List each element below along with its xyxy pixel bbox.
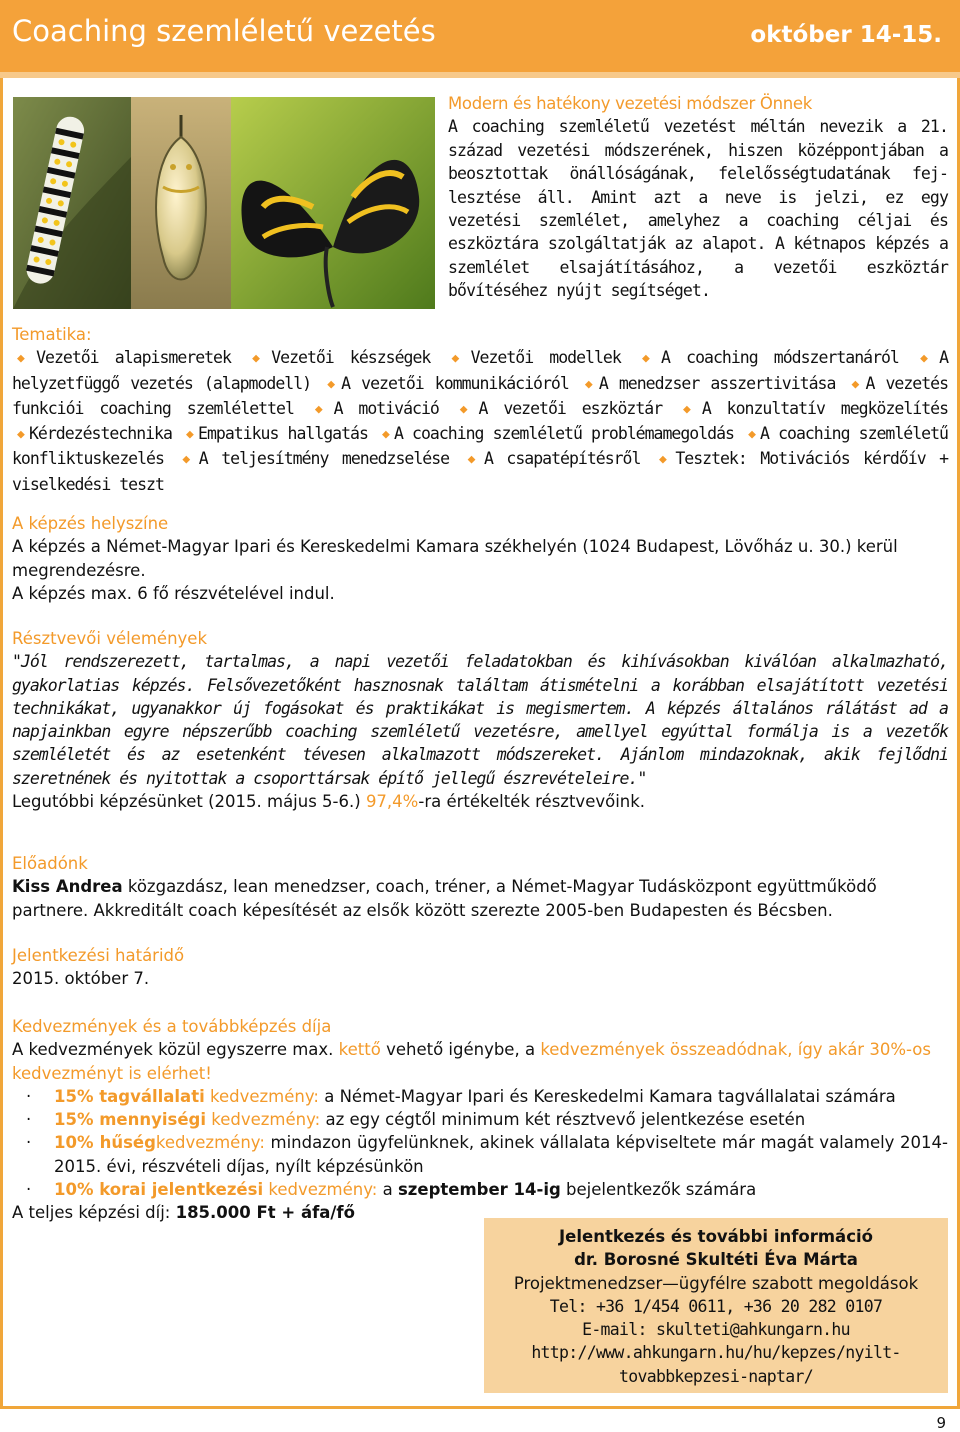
page-number: 9 bbox=[936, 1414, 946, 1432]
diamond-bullet-icon: ◆ bbox=[748, 427, 756, 443]
venue-text: A képzés a Német-Magyar Ipari és Kereskedelmi Kamara székhelyén (1024 Budapest, Lövőház u. 30.) kerül megrendezésre. bbox=[12, 537, 898, 580]
rating-value: 97,4% bbox=[365, 792, 419, 812]
discount-label: kedvezmény: bbox=[155, 1133, 265, 1153]
contact-email[interactable]: E-mail: skulteti@ahkungarn.hu bbox=[582, 1320, 850, 1340]
discount-label: kedvezmény: bbox=[204, 1086, 319, 1106]
discount-text: a bbox=[377, 1180, 398, 1200]
tematika-item: Vezetői alapismeretek bbox=[36, 348, 231, 368]
discounts-intro bbox=[12, 1038, 948, 1085]
rating-line bbox=[12, 790, 948, 813]
tematika-item: A teljesítmény menedzselése bbox=[198, 449, 450, 469]
discounts-combine: kedvezmények összeadódnak, így akár 30%-os kedvezményt is elérhet! bbox=[12, 1040, 931, 1083]
intro-block bbox=[448, 92, 948, 303]
tematika-item: A vezetői eszköztár bbox=[478, 398, 663, 418]
diamond-bullet-icon: ◆ bbox=[683, 401, 697, 417]
diamond-bullet-icon: ◆ bbox=[182, 452, 194, 468]
contact-title: Jelentkezés és további információ bbox=[559, 1227, 873, 1246]
discount-percent: 10% hűség bbox=[54, 1133, 156, 1153]
discount-item bbox=[12, 1108, 948, 1131]
diamond-bullet-icon: ◆ bbox=[658, 452, 671, 468]
speaker-section bbox=[12, 852, 948, 922]
contact-url-line-2[interactable]: tovabbkepzesi-naptar/ bbox=[619, 1366, 813, 1386]
tematika-item: Vezetői modellek bbox=[470, 348, 621, 368]
intro-body: A coaching szemléletű vezetést méltán nevezik a 21. század vezetési módszerének, hiszen középpontjában a beosztottak önállóságának, felelősségtudatának fej-lesztése áll. Amint azt a neve is jelzi, ez egy vezetési szemlélet, amelyhez a coaching céljai és eszköztára szolgáltatják az alapot. A kétnapos képzés a szemlélet elsajátításához, a vezetői eszköztár bővítéséhez nyújt segítséget. bbox=[448, 117, 948, 301]
contact-phone: Tel: +36 1/454 0611, +36 20 282 0107 bbox=[549, 1296, 883, 1316]
header-banner bbox=[0, 0, 960, 78]
tematika-item: A coaching szemléletű konfliktuskezelés bbox=[12, 424, 948, 469]
contact-url[interactable] bbox=[484, 1341, 948, 1388]
speaker-bio: közgazdász, lean menedzser, coach, tréner, a Német-Magyar Tudásközpont együttműködő partnere. Akkreditált coach képesítését az elsők között szerezte 2005-ben Budapesten és Bécsben. bbox=[12, 877, 877, 920]
tematika-item: A konzultatív megközelítés bbox=[701, 398, 949, 418]
diamond-bullet-icon: ◆ bbox=[382, 427, 389, 443]
discount-text: a Német-Magyar Ipari és Kereskedelmi Kamara tagvállalatai számára bbox=[318, 1086, 896, 1106]
tematika-item: Tesztek: Motivációs kérdőív + viselkedési teszt bbox=[12, 449, 949, 494]
discount-text-end: bejelentkezők számára bbox=[560, 1180, 757, 1200]
tematika-list bbox=[12, 346, 948, 496]
discount-item bbox=[12, 1085, 948, 1108]
speaker-name: Kiss Andrea bbox=[12, 877, 123, 897]
page-title: Coaching szemléletű vezetés bbox=[12, 14, 436, 48]
diamond-bullet-icon: ◆ bbox=[451, 351, 466, 367]
deadline-heading: Jelentkezési határidő bbox=[12, 946, 185, 965]
tematika-item: A helyzetfüggő vezetés (alapmodell) bbox=[12, 348, 949, 393]
tematika-item: A vezetői kommunikációról bbox=[341, 373, 569, 393]
discounts-intro-text: A kedvezmények közül egyszerre max. bbox=[12, 1040, 339, 1060]
fee-label: A teljes képzési díj: bbox=[12, 1203, 176, 1223]
discounts-section bbox=[12, 1015, 948, 1225]
speaker-heading: Előadónk bbox=[12, 854, 88, 873]
diamond-bullet-icon: ◆ bbox=[851, 376, 861, 392]
intro-heading: Modern és hatékony vezetési módszer Önnek bbox=[448, 94, 813, 113]
diamond-bullet-icon: ◆ bbox=[920, 351, 935, 367]
discount-item bbox=[12, 1131, 948, 1178]
speaker-bio-block bbox=[12, 875, 948, 922]
fee-value: 185.000 Ft + áfa/fő bbox=[175, 1203, 355, 1223]
discount-label: kedvezmény: bbox=[206, 1110, 321, 1130]
tematika-item: Vezetői készségek bbox=[271, 348, 431, 368]
contact-name: dr. Borosné Skultéti Éva Márta bbox=[574, 1250, 858, 1270]
discounts-max: kettő bbox=[338, 1040, 381, 1060]
contact-url-line-1[interactable]: http://www.ahkungarn.hu/hu/kepzes/nyilt- bbox=[531, 1343, 901, 1363]
reviews-section bbox=[12, 627, 948, 813]
tematika-item: Empatikus hallgatás bbox=[198, 424, 368, 444]
contact-box bbox=[484, 1218, 948, 1393]
diamond-bullet-icon: ◆ bbox=[314, 401, 329, 417]
tematika-section bbox=[12, 323, 948, 496]
venue-section bbox=[12, 512, 948, 605]
discount-text: mindazon ügyfelünknek, akinek vállalata képviseltete már magát valamely 2014-2015. évi, részvételi díjas, nyílt képzésünkön bbox=[54, 1133, 948, 1176]
deadline-section bbox=[12, 944, 948, 991]
tematika-item: A csapatépítésről bbox=[484, 449, 641, 469]
tematika-item: A coaching módszertanáról bbox=[661, 348, 899, 368]
diamond-bullet-icon: ◆ bbox=[467, 452, 479, 468]
diamond-bullet-icon: ◆ bbox=[252, 351, 267, 367]
venue-capacity: A képzés max. 6 fő részvételével indul. bbox=[12, 583, 335, 603]
discount-deadline: szeptember 14-ig bbox=[397, 1180, 561, 1200]
event-date: október 14-15. bbox=[750, 22, 942, 48]
bullet-icon: · bbox=[26, 1110, 32, 1130]
diamond-bullet-icon: ◆ bbox=[17, 351, 32, 367]
diamond-bullet-icon: ◆ bbox=[584, 376, 594, 392]
tematika-item: A vezetés funkciói coaching szemlélettel bbox=[12, 373, 948, 418]
discount-text: az egy cégtől minimum két résztvevő jelentkezése esetén bbox=[320, 1110, 806, 1130]
diamond-bullet-icon: ◆ bbox=[17, 427, 24, 443]
metamorphosis-photo bbox=[13, 97, 435, 309]
bullet-icon: · bbox=[26, 1133, 32, 1153]
rating-text-end: -ra értékelték résztvevőink. bbox=[418, 792, 646, 812]
diamond-bullet-icon: ◆ bbox=[186, 427, 194, 443]
discount-label: kedvezmény: bbox=[263, 1180, 378, 1200]
discount-percent: 10% korai jelentkezési bbox=[54, 1180, 264, 1200]
discount-percent: 15% tagvállalati bbox=[54, 1086, 205, 1106]
bullet-icon: · bbox=[26, 1086, 32, 1106]
venue-heading: A képzés helyszíne bbox=[12, 514, 169, 533]
review-quote: "Jól rendszerezett, tartalmas, a napi vezetői feladatokban és kihívásokban kiválóan alkalmazható, gyakorlatias képzés. Felsővezetőként hasznosnak találtam átismételni a korábban elsajátított vezetési technikákat, ugyanakkor új fogásokat és praktikákat is megismertem. A képzés általános rálátást ad a napjainkban egyre népszerűbb coaching szemléletű vezetésre, amellyel egyúttal formálja is a vezetők szemléletét és az esetenként tévesen alkalmazott módszereket. Ajánlom mindazoknak, akik fejlődni szeretnének és nyitottak a csoporttársak építő jellegű észrevételeire." bbox=[12, 652, 948, 788]
tematika-item: Kérdezéstechnika bbox=[28, 424, 172, 444]
rating-text: Legutóbbi képzésünket (2015. május 5-6.) bbox=[12, 792, 366, 812]
tematika-item: A motiváció bbox=[333, 398, 439, 418]
discount-percent: 15% mennyiségi bbox=[54, 1110, 207, 1130]
tematika-item: A coaching szemléletű problémamegoldás bbox=[394, 424, 734, 444]
deadline-date: 2015. október 7. bbox=[12, 969, 150, 989]
diamond-bullet-icon: ◆ bbox=[641, 351, 657, 367]
tematika-item: A menedzser asszertivitása bbox=[598, 373, 836, 393]
diamond-bullet-icon: ◆ bbox=[459, 401, 474, 417]
contact-role: Projektmenedzser—ügyfélre szabott megoldások bbox=[513, 1273, 919, 1293]
discount-item bbox=[12, 1178, 948, 1201]
tematika-heading: Tematika: bbox=[12, 325, 92, 344]
bullet-icon: · bbox=[26, 1180, 32, 1200]
discounts-intro-text-2: vehető igénybe, a bbox=[380, 1040, 541, 1060]
reviews-heading: Résztvevői vélemények bbox=[12, 629, 208, 648]
diamond-bullet-icon: ◆ bbox=[327, 376, 337, 392]
discounts-heading: Kedvezmények és a továbbképzés díja bbox=[12, 1017, 332, 1036]
